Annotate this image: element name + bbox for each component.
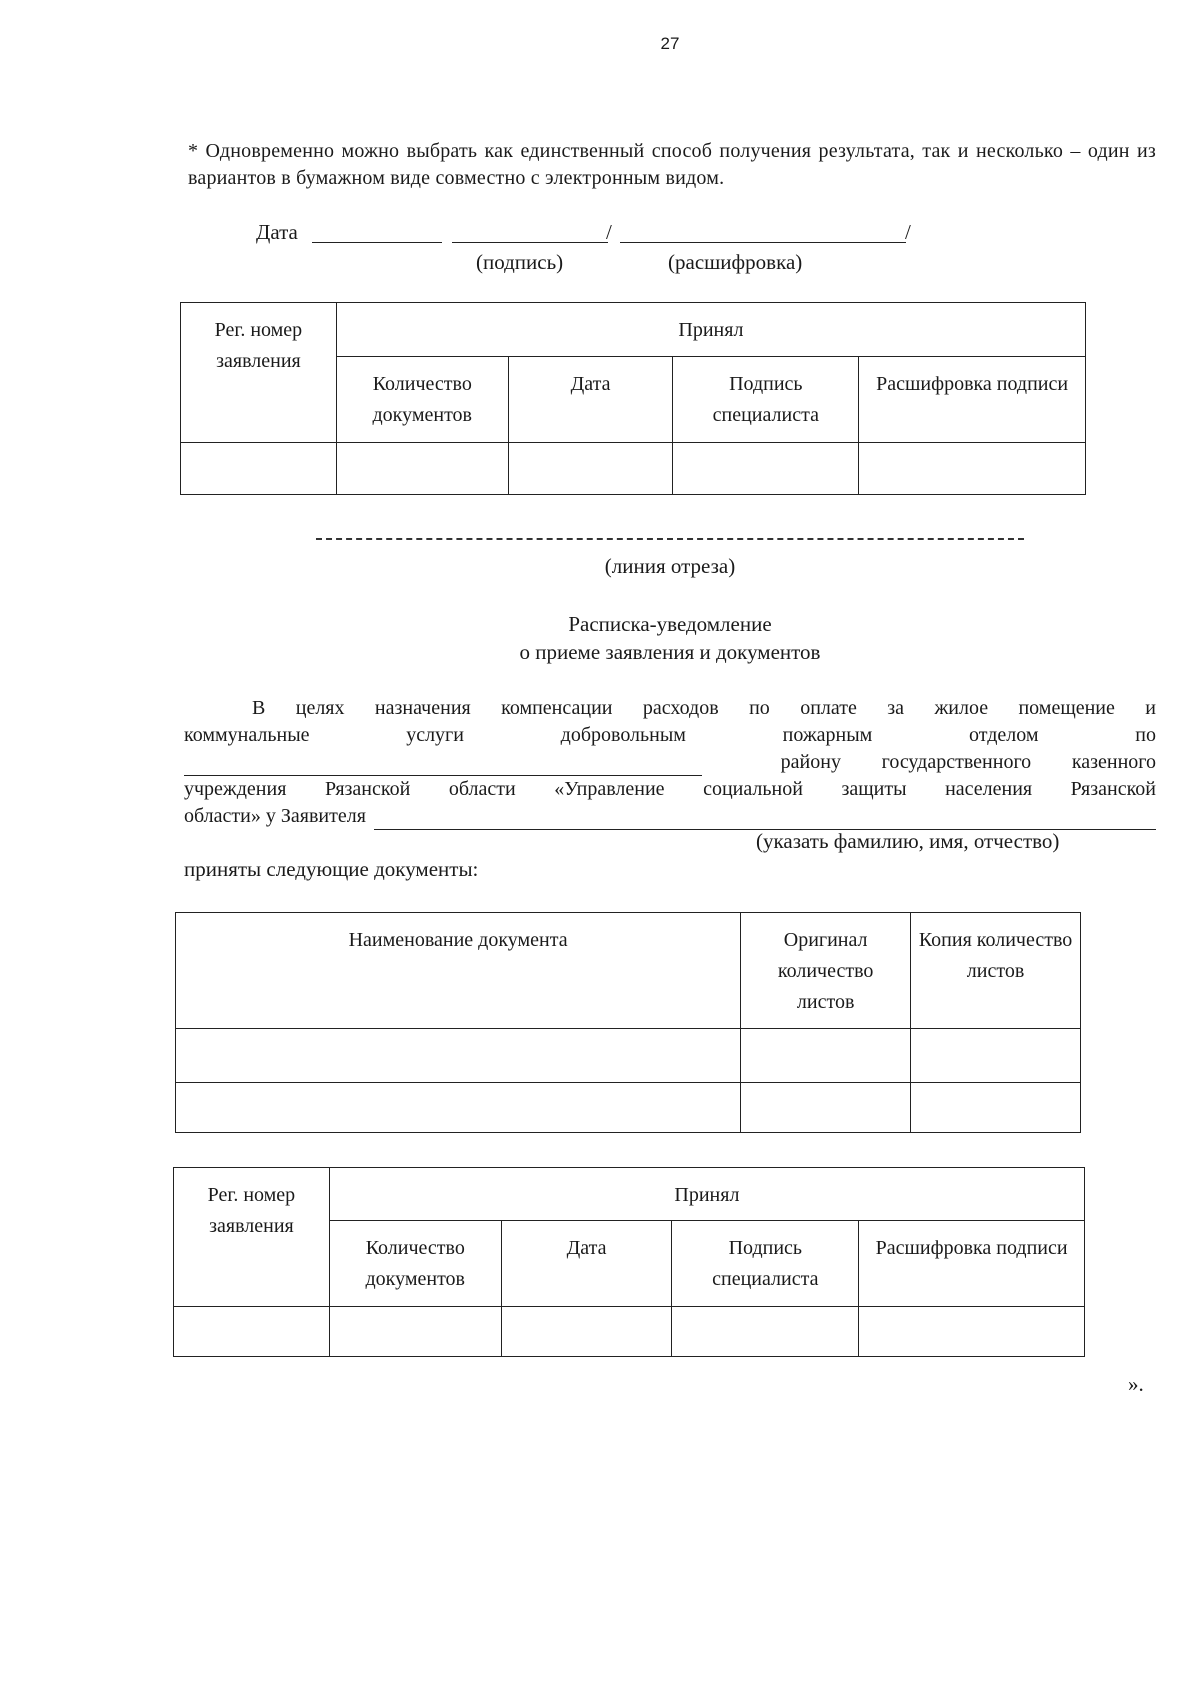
word: району bbox=[780, 751, 841, 773]
accepted-header: Принял bbox=[329, 1168, 1084, 1221]
documents-table bbox=[175, 912, 1081, 1133]
body-line-4: учреждения Рязанской области «Управление социальной защиты населения Рязанской bbox=[184, 778, 1156, 800]
word: казенного bbox=[1071, 751, 1156, 773]
decoding-blank bbox=[620, 222, 906, 243]
col-date: Дата bbox=[508, 357, 673, 443]
col-specialist-signature: Подпись специалиста bbox=[673, 357, 859, 443]
word: отделом bbox=[969, 724, 1039, 746]
closing-quote: ». bbox=[1128, 1372, 1144, 1396]
signature-caption: (подпись) bbox=[476, 250, 564, 274]
cut-line bbox=[316, 538, 1024, 540]
name-caption: (указать фамилию, имя, отчество) bbox=[756, 829, 1060, 853]
table-cell bbox=[911, 1083, 1081, 1133]
word: пожарным bbox=[782, 724, 873, 746]
table-cell bbox=[741, 1083, 911, 1133]
date-label: Дата bbox=[256, 220, 298, 244]
receipt-title: Расписка-уведомление bbox=[568, 612, 772, 636]
col-signature-decoding: Расшифровка подписи bbox=[859, 357, 1086, 443]
col-date: Дата bbox=[501, 1221, 672, 1307]
date-blank bbox=[312, 222, 442, 243]
table-cell bbox=[181, 443, 337, 495]
table-cell bbox=[859, 1307, 1085, 1357]
col-doc-count: Количество документов bbox=[329, 1221, 501, 1307]
table-cell bbox=[329, 1307, 501, 1357]
reg-number-header: Рег. номер заявления bbox=[181, 303, 337, 443]
table-cell bbox=[501, 1307, 672, 1357]
applicant-name-blank bbox=[374, 809, 1156, 830]
word: государственного bbox=[881, 751, 1032, 773]
footnote: * Одновременно можно выбрать как единственный способ получения результата, так и несколько – один из вариантов в бумажном виде совместно с электронным видом. bbox=[188, 140, 1156, 189]
col-doc-count: Количество документов bbox=[336, 357, 508, 443]
accepted-docs-label: приняты следующие документы: bbox=[184, 857, 479, 881]
word: по bbox=[1135, 724, 1156, 746]
body-line-5 bbox=[184, 803, 1156, 830]
signature-blank bbox=[452, 222, 608, 243]
col-signature-decoding: Расшифровка подписи bbox=[859, 1221, 1085, 1307]
table-cell bbox=[174, 1307, 330, 1357]
table-cell bbox=[673, 443, 859, 495]
table-cell bbox=[336, 443, 508, 495]
applicant-label: области» у Заявителя bbox=[184, 805, 366, 827]
word: услуги bbox=[406, 724, 464, 746]
accepted-header: Принял bbox=[336, 303, 1085, 357]
table-cell bbox=[176, 1083, 741, 1133]
col-specialist-signature: Подпись специалиста bbox=[672, 1221, 859, 1307]
table-cell bbox=[859, 443, 1086, 495]
body-line-3 bbox=[184, 749, 1156, 776]
decoding-caption: (расшифровка) bbox=[668, 250, 803, 274]
table-cell bbox=[911, 1029, 1081, 1083]
word: добровольным bbox=[560, 724, 686, 746]
body-line-1: В целях назначения компенсации расходов по оплате за жилое помещение и bbox=[252, 697, 1156, 719]
word: коммунальные bbox=[184, 724, 310, 746]
receipt-subtitle: о приеме заявления и документов bbox=[519, 640, 821, 664]
body-line-2 bbox=[184, 722, 1156, 749]
slash-2: / bbox=[905, 220, 911, 244]
page-number: 27 bbox=[660, 34, 680, 53]
accept-table-2 bbox=[173, 1167, 1085, 1357]
table-cell bbox=[176, 1029, 741, 1083]
slash-1: / bbox=[606, 220, 612, 244]
table-cell bbox=[672, 1307, 859, 1357]
accept-table-1 bbox=[180, 302, 1086, 495]
col-original-sheets: Оригинал количество листов bbox=[741, 913, 911, 1029]
receipt-body bbox=[184, 695, 1156, 830]
table-cell bbox=[508, 443, 673, 495]
reg-number-header: Рег. номер заявления bbox=[174, 1168, 330, 1307]
col-copy-sheets: Копия количество листов bbox=[911, 913, 1081, 1029]
district-blank bbox=[184, 755, 702, 776]
table-cell bbox=[741, 1029, 911, 1083]
cut-line-label: (линия отреза) bbox=[604, 554, 736, 578]
col-document-name: Наименование документа bbox=[176, 913, 741, 1029]
